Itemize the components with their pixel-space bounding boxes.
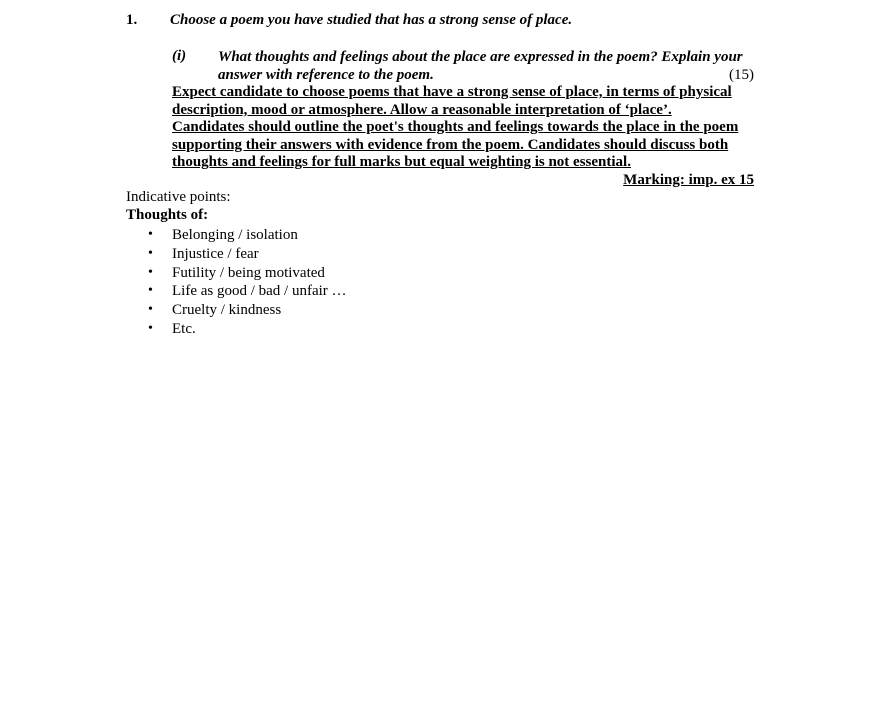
bullet-icon: •	[148, 283, 153, 299]
sub-question-label: (i)	[172, 48, 187, 64]
sub-question-marks: (15)	[729, 67, 754, 83]
bullet-icon: •	[148, 320, 153, 336]
point-text: Futility / being motivated	[172, 264, 325, 281]
question-number: 1.	[126, 12, 138, 28]
indicative-points-label: Indicative points:	[126, 189, 231, 205]
guidance-line: thoughts and feelings for full marks but equal weighting is not essential.	[172, 154, 631, 171]
point-text: Belonging / isolation	[172, 227, 298, 243]
point-text: Life as good / bad / unfair …	[172, 283, 347, 300]
guidance-line: Expect candidate to choose poems that have a strong sense of place, in terms of physical	[172, 84, 732, 100]
bullet-icon: •	[148, 245, 153, 261]
question-text: Choose a poem you have studied that has a strong sense of place.	[170, 12, 573, 28]
marking-guidance	[172, 84, 762, 172]
thoughts-heading: Thoughts of:	[126, 207, 209, 223]
sub-question-text: What thoughts and feelings about the place are expressed in the poem? Explain your answer with reference to the poem.	[218, 49, 743, 83]
point-text: Etc.	[172, 320, 196, 337]
marking-note: Marking: imp. ex 15	[623, 172, 754, 188]
bullet-icon: •	[148, 227, 153, 242]
guidance-line: description, mood or atmosphere. Allow a reasonable interpretation of ‘place’.	[172, 101, 672, 118]
point-text: Cruelty / kindness	[172, 302, 282, 319]
guidance-line: supporting their answers with evidence from the poem. Candidates should discuss both	[172, 136, 729, 153]
bullet-icon: •	[148, 264, 153, 280]
guidance-line: Candidates should outline the poet's thoughts and feelings towards the place in the poem	[172, 119, 739, 136]
bullet-icon: •	[148, 302, 153, 318]
point-text: Injustice / fear	[172, 245, 259, 262]
